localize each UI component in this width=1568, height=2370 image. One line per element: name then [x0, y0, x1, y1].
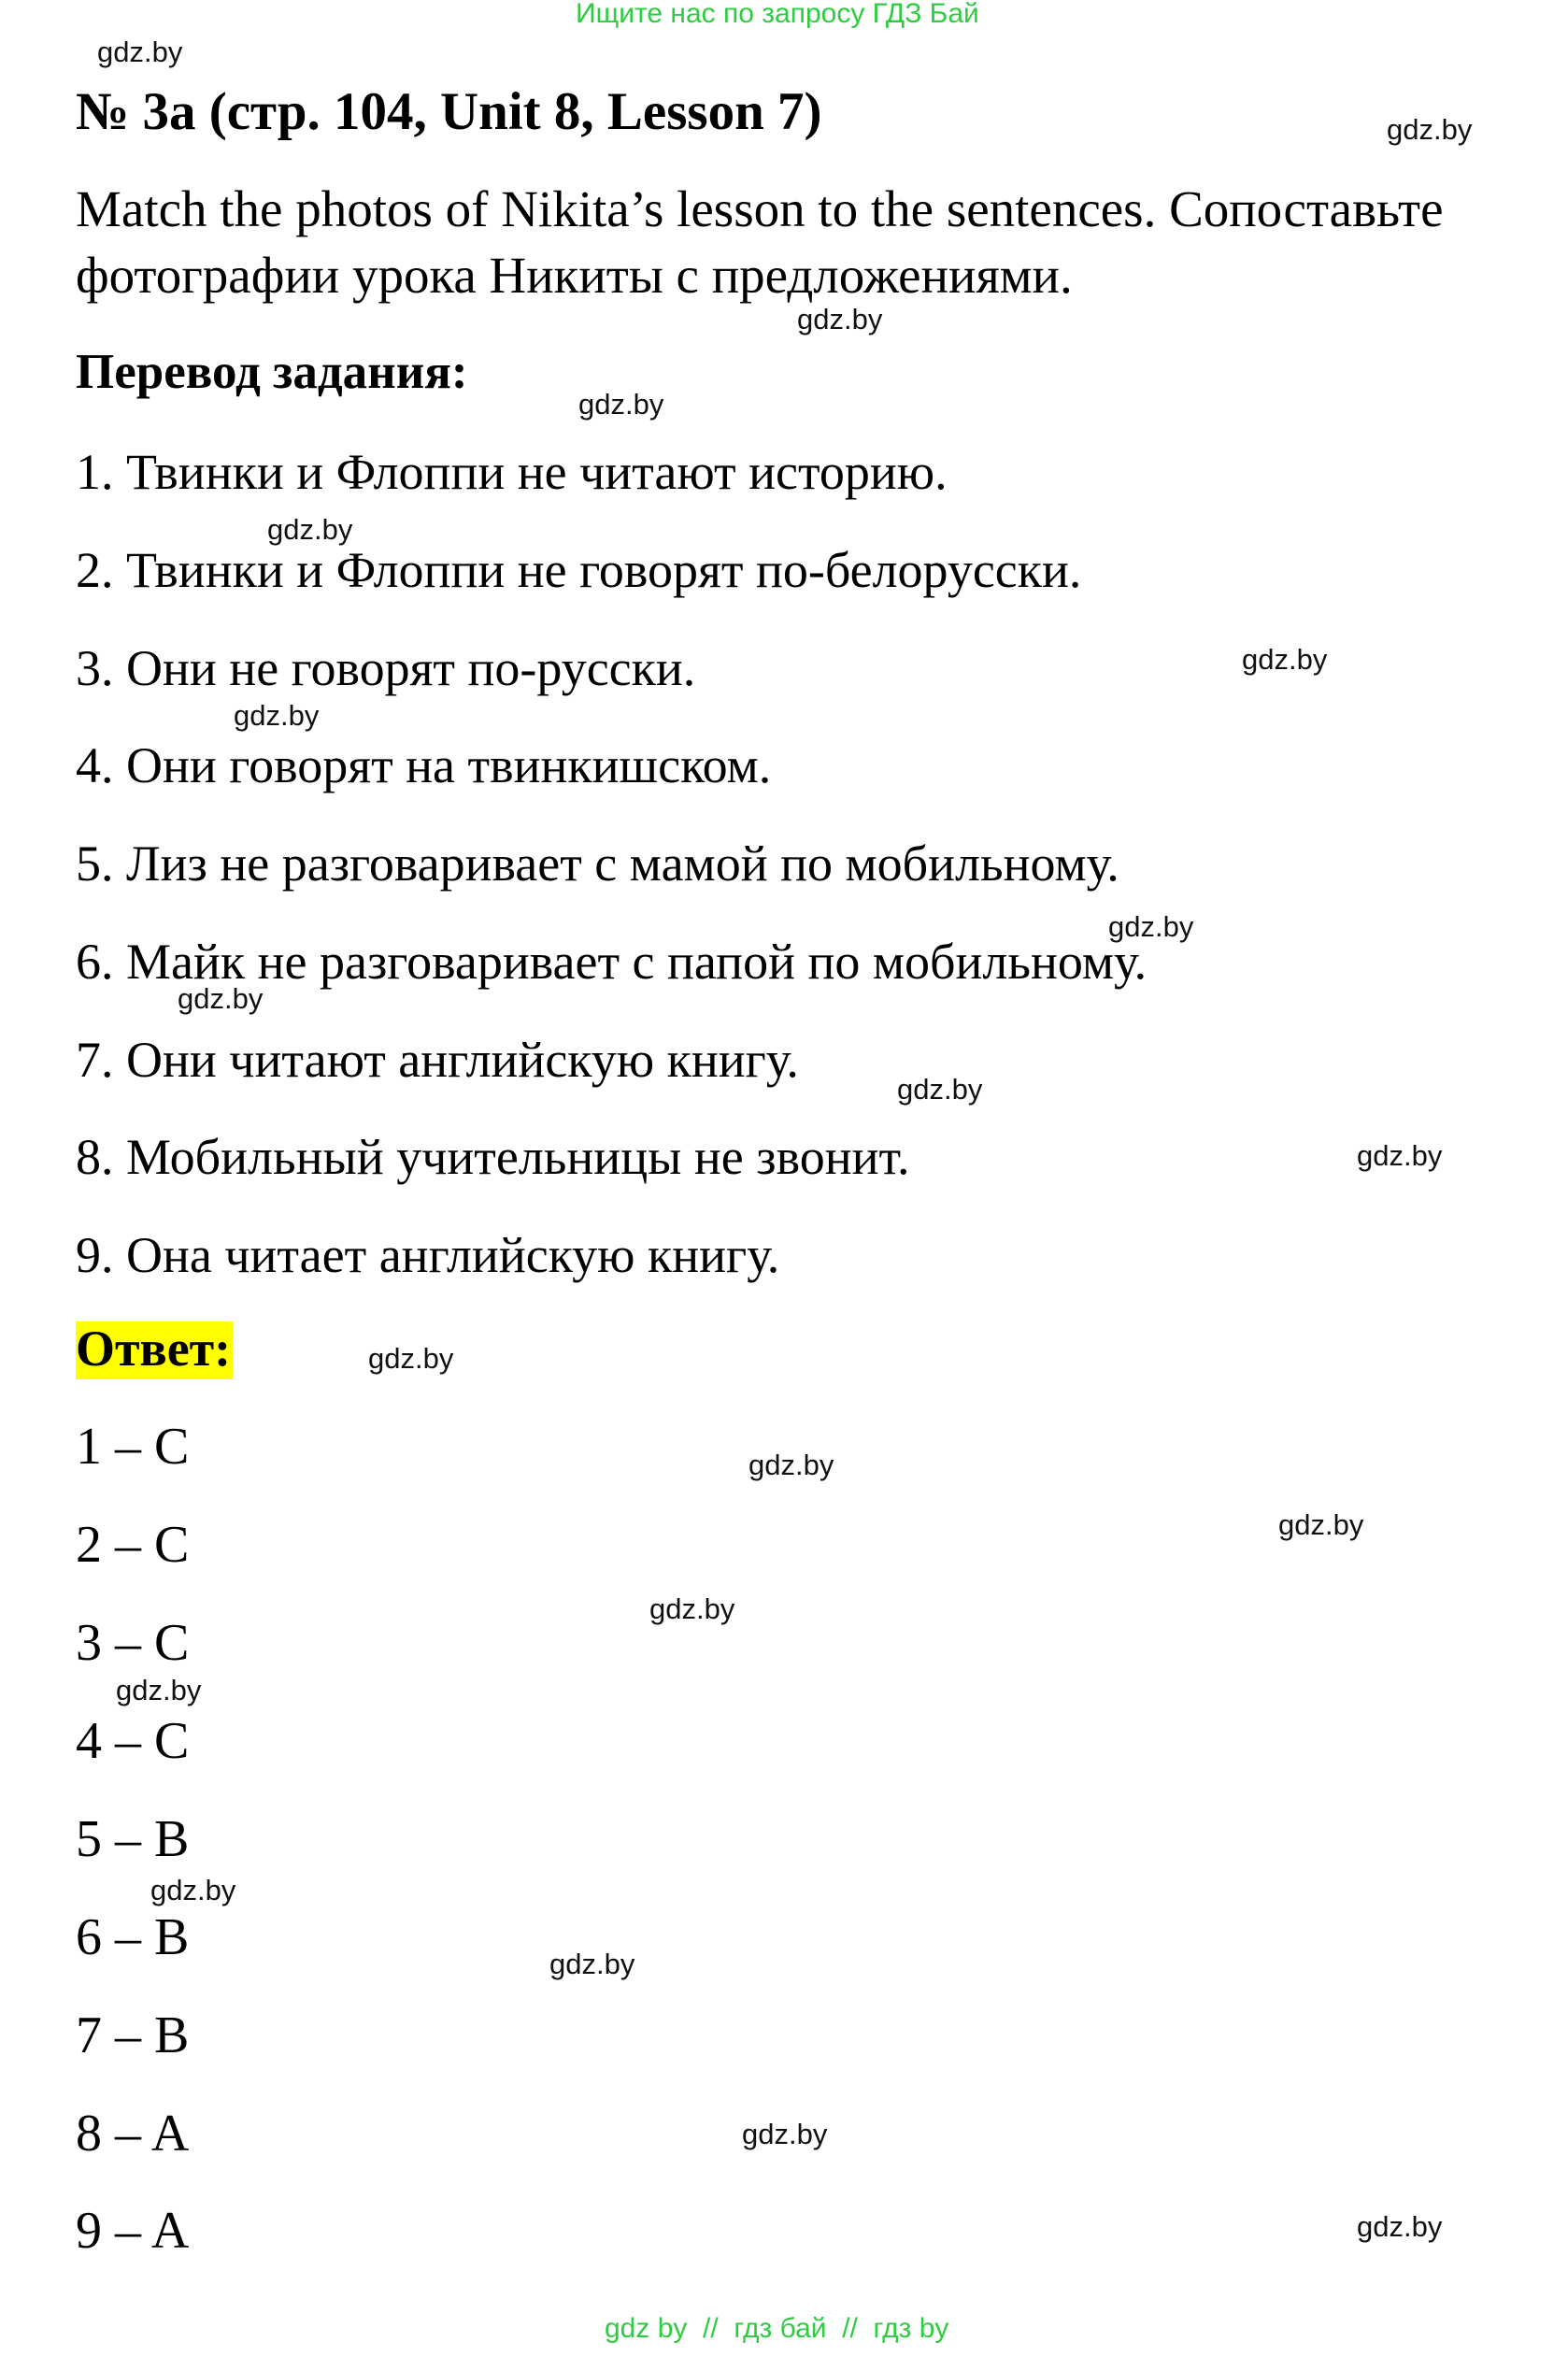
task-intro: Match the photos of Nikita’s lesson to the sentences. Сопоставьте фотографии урока Никиты с предложениями.: [76, 180, 1444, 304]
answer-item: 7 – B: [76, 2006, 190, 2064]
watermark: gdz.by: [1278, 1508, 1364, 1541]
watermark: gdz.by: [1357, 1139, 1443, 1172]
watermark: gdz.by: [748, 1449, 834, 1481]
translation-line: 7. Они читают английскую книгу.: [76, 1032, 799, 1088]
watermark: gdz.by: [368, 1342, 454, 1375]
translation-line: 6. Майк не разговаривает с папой по мобильному.: [76, 934, 1147, 990]
answer-item: 1 – C: [76, 1418, 190, 1476]
watermark: gdz.by: [1108, 910, 1194, 943]
answer-item: 4 – C: [76, 1712, 190, 1770]
answer-item: 6 – B: [76, 1908, 190, 1966]
watermark: gdz.by: [1242, 643, 1328, 676]
translation-line: 8. Мобильный учительницы не звонит.: [76, 1129, 910, 1185]
translation-line: 4. Они говорят на твинкишском.: [76, 737, 772, 793]
translation-heading: Перевод задания:: [76, 345, 468, 399]
translation-line: 1. Твинки и Флоппи не читают историю.: [76, 444, 948, 500]
footer-links[interactable]: gdz by // гдз бай // гдз by: [605, 2313, 949, 2344]
answer-item: 8 – A: [76, 2105, 190, 2163]
translation-line: 3. Они не говорят по-русски.: [76, 640, 696, 696]
translation-line: 2. Твинки и Флоппи не говорят по-белорусски.: [76, 542, 1082, 598]
watermark: gdz.by: [97, 36, 183, 68]
answer-item: 2 – C: [76, 1516, 190, 1574]
watermark: gdz.by: [150, 1874, 236, 1906]
watermark: gdz.by: [178, 982, 264, 1015]
watermark: gdz.by: [116, 1674, 202, 1706]
watermark: gdz.by: [267, 513, 353, 546]
watermark: gdz.by: [578, 388, 664, 421]
watermark: gdz.by: [649, 1592, 735, 1625]
watermark: gdz.by: [1357, 2210, 1443, 2243]
translation-line: 5. Лиз не разговаривает с мамой по мобильному.: [76, 835, 1119, 892]
watermark: gdz.by: [1387, 113, 1473, 146]
search-hint-link[interactable]: Ищите нас по запросу ГДЗ Бай: [576, 0, 979, 29]
answer-item: 5 – B: [76, 1810, 190, 1868]
watermark: gdz.by: [234, 699, 320, 732]
watermark: gdz.by: [897, 1073, 983, 1106]
answer-heading: Ответ:: [76, 1321, 233, 1379]
page-title: № 3а (стр. 104, Unit 8, Lesson 7): [76, 82, 822, 141]
watermark: gdz.by: [742, 2118, 828, 2150]
answer-item: 3 – C: [76, 1614, 190, 1672]
translation-line: 9. Она читает английскую книгу.: [76, 1227, 780, 1283]
answer-item: 9 – A: [76, 2202, 190, 2260]
watermark: gdz.by: [797, 303, 883, 336]
watermark: gdz.by: [549, 1948, 635, 1980]
